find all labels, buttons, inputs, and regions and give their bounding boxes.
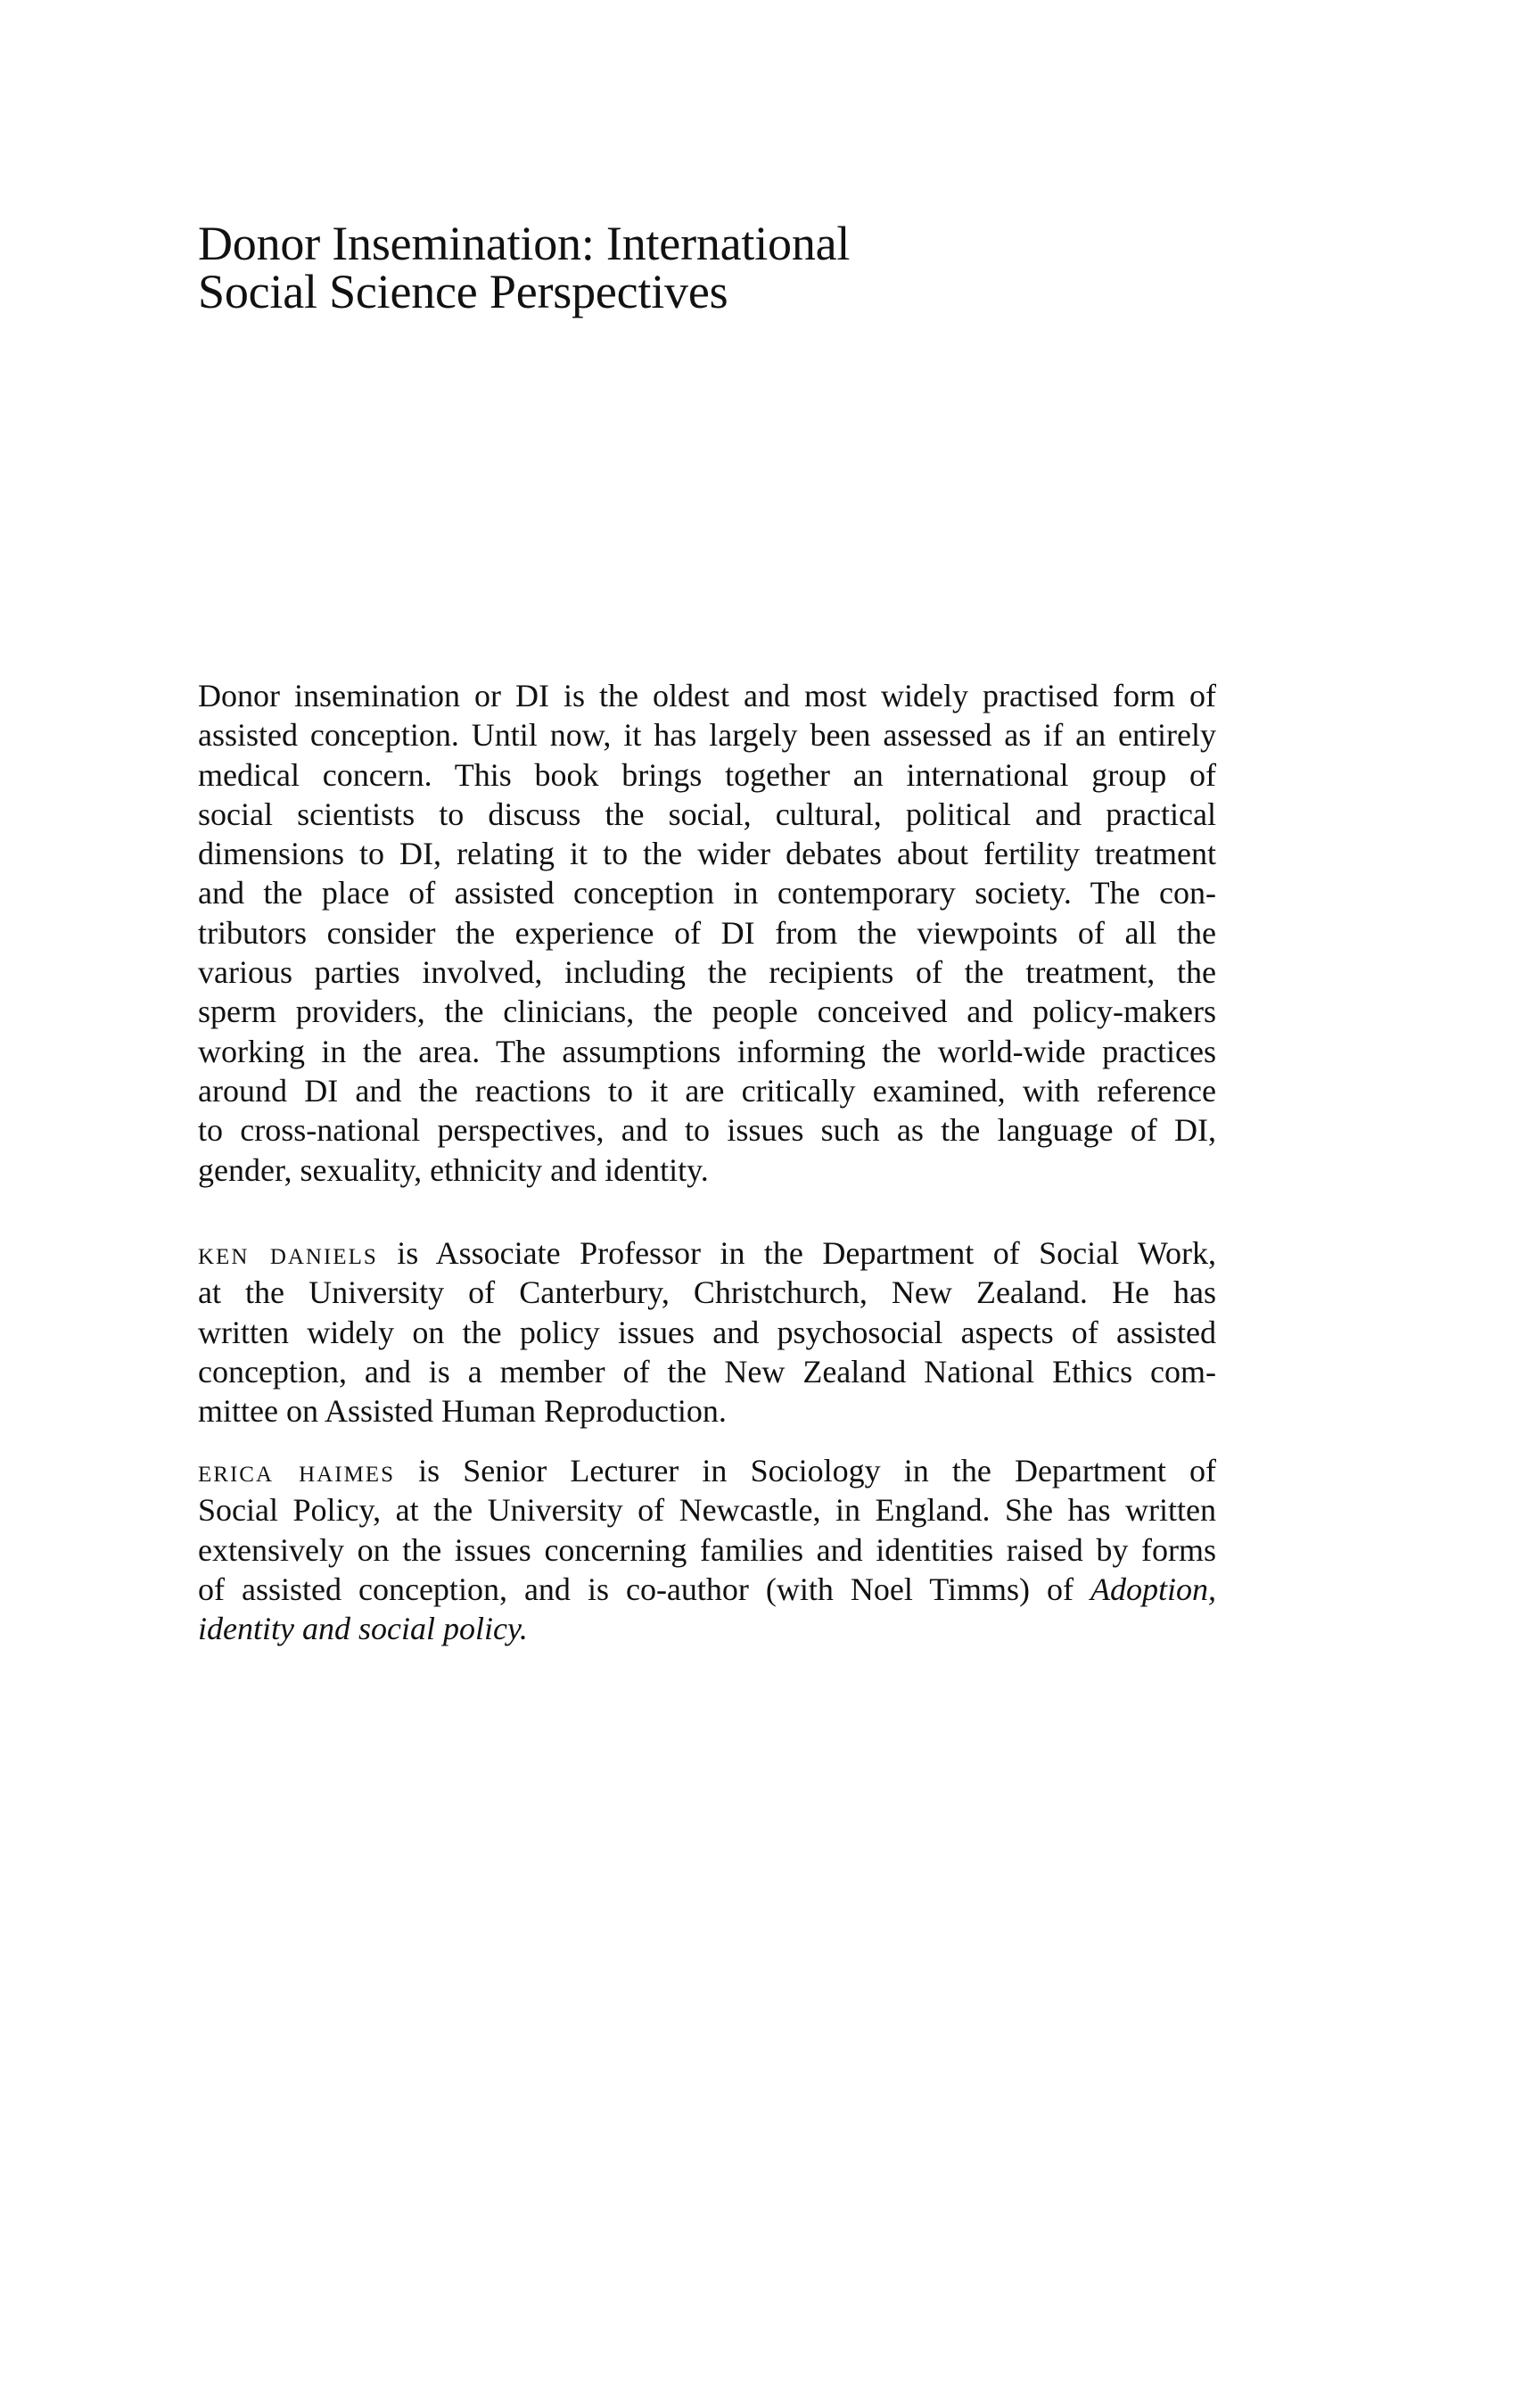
description-line: and the place of assisted conception in contemporary society. The con- (198, 875, 1216, 911)
description-line: various parties involved, including the recipients of the treatment, the (198, 954, 1216, 991)
bio-line: extensively on the issues concerning families and identities raised by forms (198, 1531, 1216, 1568)
book-description (198, 676, 1216, 1190)
bio-line-text: of assisted conception, and is co-author (with Noel Timms) of (198, 1571, 1090, 1607)
author-bio-ken-daniels (198, 1233, 1216, 1431)
bio-line: at the University of Canterbury, Christchurch, New Zealand. He has (198, 1274, 1216, 1311)
bio-line-text: is Associate Professor in the Department of Social Work, (377, 1235, 1216, 1271)
title-line-1: Donor Insemination: International (198, 217, 851, 270)
description-line: assisted conception. Until now, it has largely been assessed as if an entirely (198, 717, 1216, 754)
bio-line (198, 1233, 1216, 1273)
bio-line (198, 1451, 1216, 1490)
description-line: tributors consider the experience of DI from the viewpoints of all the (198, 914, 1216, 951)
bio-line: written widely on the policy issues and psychosocial aspects of assisted (198, 1314, 1216, 1350)
bio-line (198, 1570, 1216, 1609)
bio-line: mittee on Assisted Human Reproduction. (198, 1393, 727, 1430)
description-line: medical concern. This book brings together an international group of (198, 756, 1216, 793)
description-line: dimensions to DI, relating it to the wider debates about fertility treatment (198, 836, 1216, 872)
book-title (198, 219, 1223, 316)
bio-line: conception, and is a member of the New Zealand National Ethics com- (198, 1353, 1216, 1390)
description-line: Donor insemination or DI is the oldest and most widely practised form of (198, 678, 1216, 713)
title-line-2: Social Science Perspectives (198, 265, 728, 318)
description-line: gender, sexuality, ethnicity and identity. (198, 1151, 709, 1188)
bio-line-text: is Senior Lecturer in Sociology in the Department of (394, 1453, 1217, 1489)
description-line: sperm providers, the clinicians, the people conceived and policy-makers (198, 994, 1216, 1030)
book-title-reference: identity and social policy. (198, 1611, 528, 1647)
description-line: social scientists to discuss the social, cultural, political and practical (198, 796, 1216, 832)
description-line: around DI and the reactions to it are critically examined, with reference (198, 1072, 1216, 1109)
description-line: to cross-national perspectives, and to issues such as the language of DI, (198, 1112, 1216, 1149)
bio-line: Social Policy, at the University of Newcastle, in England. She has written (198, 1492, 1216, 1529)
author-bio-erica-haimes (198, 1451, 1216, 1648)
description-line: working in the area. The assumptions informing the world-wide practices (198, 1033, 1216, 1069)
author-name: erica haimes (198, 1453, 395, 1489)
author-name: ken daniels (198, 1235, 378, 1271)
book-title-reference: Adoption, (1090, 1571, 1216, 1607)
